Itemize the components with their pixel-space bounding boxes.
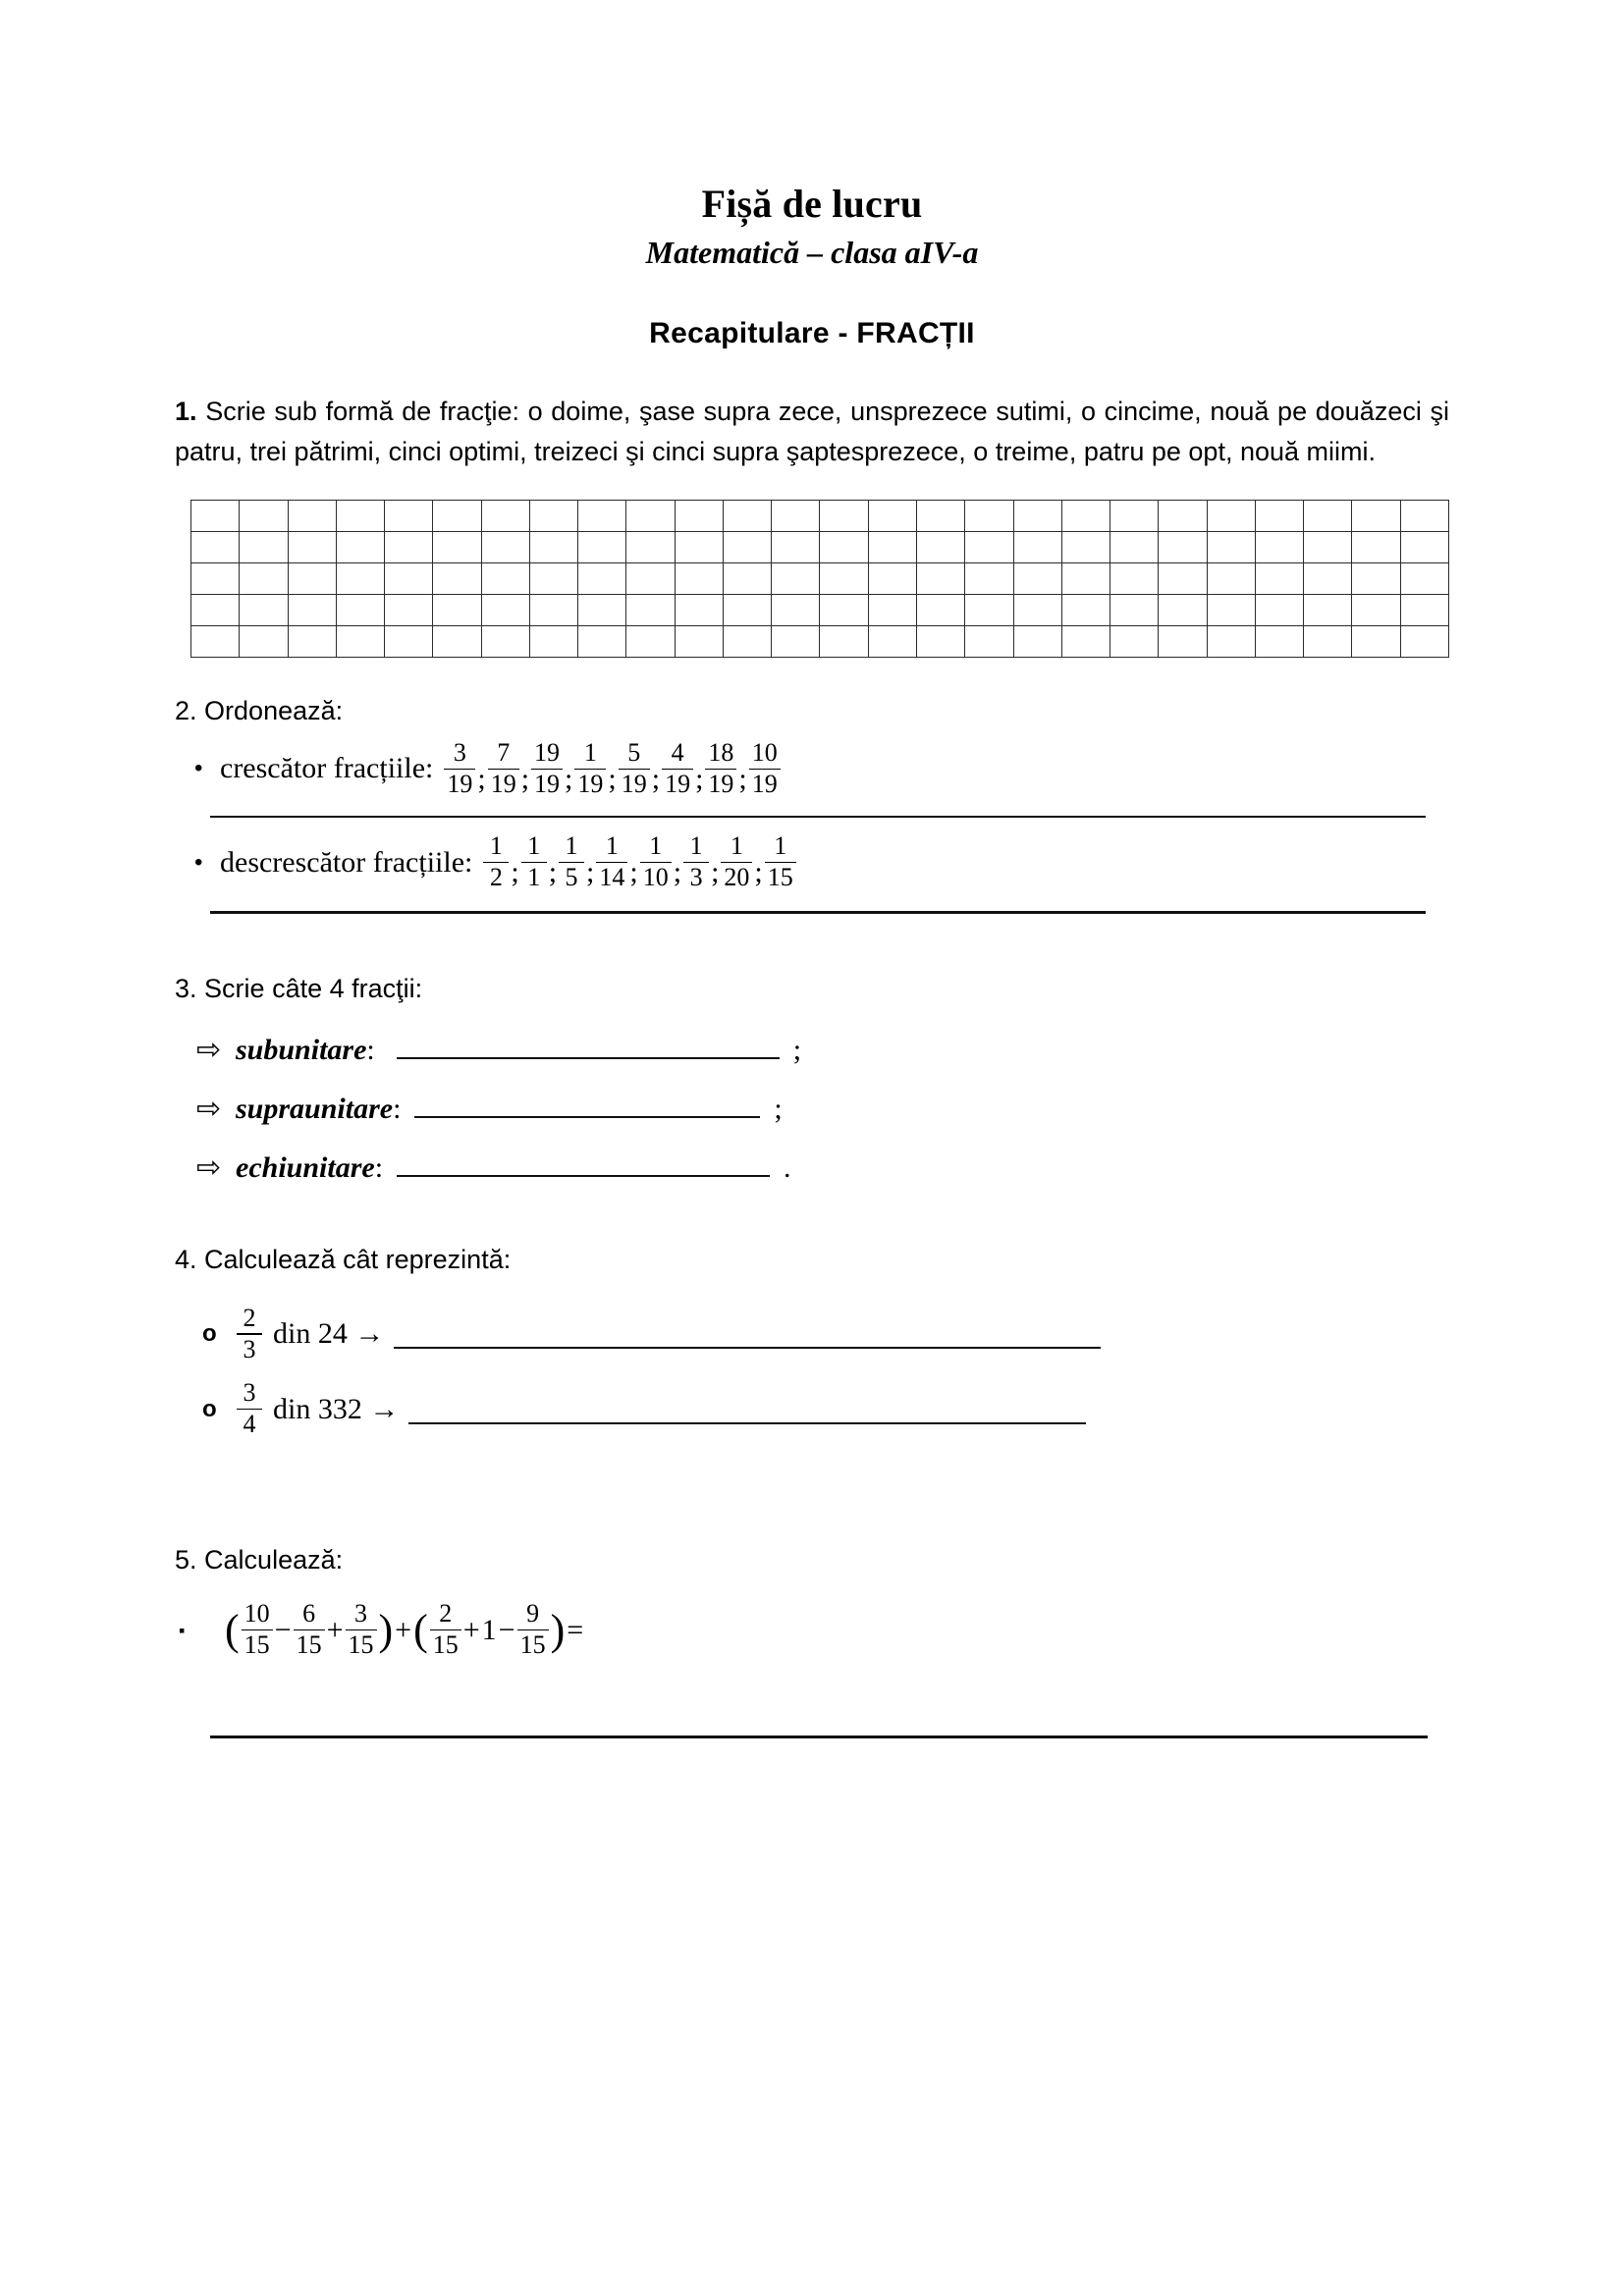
exercise-1-text: Scrie sub formă de fracţie: o doime, şase supra zece, unsprezece sutimi, o cincime, nouă pe douăzeci şi patru, trei pătrimi, cinci optimi, treizeci şi cinci supra şaptesprezece, o treime, patru pe opt, nouă miimi. xyxy=(175,396,1449,466)
fraction-7 xyxy=(705,740,736,798)
grid-cell[interactable] xyxy=(1013,625,1061,657)
operator-equals: = xyxy=(567,1613,584,1646)
fraction-numerator: 9 xyxy=(526,1599,540,1629)
grid-cell[interactable] xyxy=(1159,562,1207,594)
answer-grid[interactable] xyxy=(190,500,1449,658)
grid-cell[interactable] xyxy=(240,594,288,625)
fraction-denominator: 15 xyxy=(296,1630,322,1660)
grid-cell[interactable] xyxy=(481,594,529,625)
grid-cell[interactable] xyxy=(191,531,240,562)
fraction-denominator: 2 xyxy=(489,863,503,892)
exercise-3-item-subunitare xyxy=(175,1034,1449,1067)
exercise-4-item-2 xyxy=(175,1380,1449,1438)
fraction-numerator: 7 xyxy=(497,738,511,768)
grid-cell[interactable] xyxy=(820,594,868,625)
grid-cell[interactable] xyxy=(1061,594,1110,625)
operator-plus-3: + xyxy=(462,1613,480,1646)
grid-cell[interactable] xyxy=(723,531,771,562)
exercise-3-punct: ; xyxy=(774,1093,783,1126)
exercise-4-prompt xyxy=(175,1240,1449,1280)
exercise-3-answer-blank-supraunitare[interactable] xyxy=(414,1115,760,1118)
exercise-4-answer-blank-2[interactable] xyxy=(408,1421,1086,1424)
grid-cell[interactable] xyxy=(626,562,675,594)
exercise-4-text-1: din 24 → xyxy=(273,1316,385,1350)
exercise-4-number: 4. xyxy=(175,1245,197,1275)
exercise-5-answer-line[interactable] xyxy=(210,1735,1428,1738)
grid-cell[interactable] xyxy=(772,625,820,657)
exercise-1-grid-wrap xyxy=(190,500,1449,658)
grid-cell[interactable] xyxy=(385,594,433,625)
fraction-denominator: 3 xyxy=(243,1334,256,1363)
grid-cell[interactable] xyxy=(1159,594,1207,625)
fraction-2 xyxy=(488,740,519,798)
fraction-10-15 xyxy=(242,1601,273,1659)
grid-cell[interactable] xyxy=(1400,562,1448,594)
grid-cell[interactable] xyxy=(481,500,529,531)
fraction-separator: ; xyxy=(651,762,661,795)
exercise-2-number: 2. xyxy=(175,695,197,725)
exercise-2-prompt xyxy=(175,691,1449,731)
arrow-right-icon: ⇨ xyxy=(196,1093,222,1126)
fraction-2 xyxy=(521,833,547,891)
exercise-3-answer-blank-echiunitare[interactable] xyxy=(397,1174,770,1177)
grid-cell[interactable] xyxy=(820,562,868,594)
fraction-numerator: 1 xyxy=(565,831,578,861)
fraction-9-15 xyxy=(517,1601,549,1659)
grid-cell[interactable] xyxy=(723,500,771,531)
fraction-denominator: 3 xyxy=(689,863,703,892)
grid-cell[interactable] xyxy=(1061,531,1110,562)
fraction-numerator: 10 xyxy=(751,738,778,768)
grid-cell[interactable] xyxy=(1255,562,1303,594)
grid-cell[interactable] xyxy=(1207,594,1255,625)
exercise-4-fraction-2 xyxy=(236,1380,263,1438)
table-row xyxy=(191,500,1449,531)
exercise-2-item-ascending xyxy=(175,740,1449,798)
fraction-8 xyxy=(749,740,781,798)
exercise-2-fractions-ascending xyxy=(443,740,781,798)
exercise-2 xyxy=(175,691,1449,914)
grid-cell[interactable] xyxy=(433,500,481,531)
fraction-1 xyxy=(444,740,475,798)
grid-cell[interactable] xyxy=(240,531,288,562)
grid-cell[interactable] xyxy=(336,531,384,562)
fraction-denominator: 19 xyxy=(447,770,473,799)
fraction-denominator: 10 xyxy=(642,863,669,892)
fraction-4 xyxy=(596,833,627,891)
fraction-numerator: 4 xyxy=(671,738,684,768)
exercise-5-expression xyxy=(224,1601,584,1659)
open-paren-2: ( xyxy=(413,1606,428,1655)
fraction-denominator: 14 xyxy=(599,863,625,892)
fraction-denominator: 19 xyxy=(534,770,561,799)
page-subtitle: Matematică – clasa aIV-a xyxy=(645,235,979,270)
grid-cell[interactable] xyxy=(868,562,916,594)
page-title: Fișă de lucru xyxy=(701,182,923,226)
fraction-numerator: 1 xyxy=(489,831,503,861)
fraction-denominator: 5 xyxy=(565,863,578,892)
grid-cell[interactable] xyxy=(772,594,820,625)
grid-cell[interactable] xyxy=(1304,531,1352,562)
fraction-denominator: 15 xyxy=(348,1630,374,1660)
grid-cell[interactable] xyxy=(481,531,529,562)
fraction-numerator: 10 xyxy=(244,1599,270,1629)
grid-cell[interactable] xyxy=(868,625,916,657)
fraction-separator: ; xyxy=(586,856,595,888)
grid-cell[interactable] xyxy=(578,594,626,625)
fraction-separator: ; xyxy=(629,856,638,888)
fraction-denominator: 15 xyxy=(244,1630,270,1660)
fraction-separator: ; xyxy=(520,762,530,795)
operator-plus-2: + xyxy=(395,1613,412,1646)
fraction-numerator: 5 xyxy=(627,738,641,768)
grid-cell[interactable] xyxy=(723,594,771,625)
fraction-3 xyxy=(559,833,584,891)
fraction-3 xyxy=(531,740,563,798)
grid-cell[interactable] xyxy=(1110,531,1159,562)
close-paren-2: ) xyxy=(550,1606,566,1655)
fraction-6 xyxy=(683,833,709,891)
grid-cell[interactable] xyxy=(965,625,1013,657)
grid-cell[interactable] xyxy=(1013,562,1061,594)
fraction-numerator: 1 xyxy=(649,831,663,861)
grid-cell[interactable] xyxy=(1159,625,1207,657)
grid-cell[interactable] xyxy=(1207,531,1255,562)
fraction-numerator: 1 xyxy=(730,831,743,861)
grid-cell[interactable] xyxy=(626,625,675,657)
fraction-separator: ; xyxy=(548,856,558,888)
grid-cell[interactable] xyxy=(1255,531,1303,562)
fraction-numerator: 18 xyxy=(708,738,734,768)
grid-cell[interactable] xyxy=(965,562,1013,594)
operator-plus-1: + xyxy=(326,1613,344,1646)
grid-cell[interactable] xyxy=(1352,500,1400,531)
grid-cell[interactable] xyxy=(1013,500,1061,531)
grid-cell[interactable] xyxy=(336,594,384,625)
grid-cell[interactable] xyxy=(529,500,577,531)
exercise-3-punct: ; xyxy=(792,1034,802,1067)
exercise-3-prompt xyxy=(175,969,1449,1009)
grid-cell[interactable] xyxy=(820,500,868,531)
fraction-7 xyxy=(721,833,752,891)
fraction-1 xyxy=(483,833,509,891)
grid-cell[interactable] xyxy=(965,500,1013,531)
grid-cell[interactable] xyxy=(772,500,820,531)
fraction-2-15 xyxy=(430,1601,461,1659)
bullet-dot-icon: • xyxy=(194,755,203,782)
grid-cell[interactable] xyxy=(820,531,868,562)
grid-cell[interactable] xyxy=(965,594,1013,625)
fraction-denominator: 15 xyxy=(519,1630,546,1660)
fraction xyxy=(237,1303,262,1363)
fraction-denominator: 1 xyxy=(527,863,541,892)
table-row xyxy=(191,531,1449,562)
exercise-4-text-2: din 332 → xyxy=(273,1392,400,1425)
grid-cell[interactable] xyxy=(433,625,481,657)
exercise-3-answer-blank-subunitare[interactable] xyxy=(397,1056,780,1059)
grid-cell[interactable] xyxy=(191,562,240,594)
grid-cell[interactable] xyxy=(1304,500,1352,531)
exercise-3-label-subunitare: subunitare xyxy=(236,1034,367,1067)
grid-cell[interactable] xyxy=(1304,625,1352,657)
fraction-separator: ; xyxy=(565,762,573,795)
arrow-right-icon: ⇨ xyxy=(196,1151,222,1185)
grid-cell[interactable] xyxy=(433,531,481,562)
grid-cell[interactable] xyxy=(288,500,336,531)
fraction-denominator: 19 xyxy=(490,770,516,799)
grid-cell[interactable] xyxy=(433,562,481,594)
exercise-3-punct: . xyxy=(784,1151,791,1185)
grid-cell[interactable] xyxy=(385,500,433,531)
exercise-1-number: 1. xyxy=(175,396,197,426)
grid-cell[interactable] xyxy=(1013,531,1061,562)
fraction-8 xyxy=(765,833,796,891)
exercise-4-text: Calculează cât reprezintă: xyxy=(204,1245,512,1275)
grid-cell[interactable] xyxy=(529,625,577,657)
exercise-2-answer-line-descending[interactable] xyxy=(210,911,1426,914)
fraction xyxy=(237,1380,262,1438)
grid-cell[interactable] xyxy=(626,594,675,625)
operator-minus-2: − xyxy=(498,1613,515,1646)
grid-cell[interactable] xyxy=(1400,531,1448,562)
grid-cell[interactable] xyxy=(336,625,384,657)
grid-cell[interactable] xyxy=(820,625,868,657)
fraction-denominator: 20 xyxy=(724,863,750,892)
grid-cell[interactable] xyxy=(626,531,675,562)
grid-cell[interactable] xyxy=(868,594,916,625)
fraction-numerator: 2 xyxy=(439,1599,453,1629)
exercise-5-number: 5. xyxy=(175,1544,197,1575)
operand-one: 1 xyxy=(481,1613,497,1646)
fraction-numerator: 19 xyxy=(534,738,561,768)
grid-cell[interactable] xyxy=(1207,625,1255,657)
fraction-denominator: 4 xyxy=(243,1410,256,1439)
fraction-numerator: 3 xyxy=(354,1599,367,1629)
grid-cell[interactable] xyxy=(288,531,336,562)
grid-cell[interactable] xyxy=(191,625,240,657)
fraction-numerator: 3 xyxy=(243,1378,256,1408)
exercise-3-label-supraunitare: supraunitare xyxy=(236,1093,394,1126)
fraction-numerator: 2 xyxy=(243,1303,256,1332)
fraction-numerator: 3 xyxy=(453,738,466,768)
grid-cell[interactable] xyxy=(723,562,771,594)
grid-cell[interactable] xyxy=(288,625,336,657)
grid-cell[interactable] xyxy=(1255,625,1303,657)
fraction-denominator: 15 xyxy=(432,1630,459,1660)
grid-cell[interactable] xyxy=(916,594,964,625)
exercise-2-label-ascending: crescător fracțiile: xyxy=(220,752,434,785)
fraction-separator: ; xyxy=(673,856,682,888)
document-header xyxy=(0,182,1624,350)
fraction-numerator: 1 xyxy=(605,831,619,861)
fraction-separator: ; xyxy=(754,856,763,888)
grid-cell[interactable] xyxy=(868,531,916,562)
grid-cell[interactable] xyxy=(916,562,964,594)
fraction-6 xyxy=(662,740,693,798)
grid-cell[interactable] xyxy=(916,531,964,562)
arrow-right-icon: ⇨ xyxy=(196,1034,222,1067)
grid-cell[interactable] xyxy=(723,625,771,657)
grid-cell[interactable] xyxy=(240,500,288,531)
fraction-separator: ; xyxy=(608,762,617,795)
exercise-5-item xyxy=(175,1601,1449,1659)
grid-cell[interactable] xyxy=(1207,562,1255,594)
grid-cell[interactable] xyxy=(1304,594,1352,625)
grid-cell[interactable] xyxy=(916,500,964,531)
operator-minus-1: − xyxy=(274,1613,292,1646)
circle-bullet-icon: o xyxy=(202,1395,217,1422)
section-title: Recapitulare - FRACȚII xyxy=(649,316,975,349)
grid-cell[interactable] xyxy=(433,594,481,625)
grid-cell[interactable] xyxy=(1400,500,1448,531)
exercise-4 xyxy=(175,1240,1449,1438)
grid-cell[interactable] xyxy=(1159,500,1207,531)
grid-cell[interactable] xyxy=(336,562,384,594)
fraction-denominator: 19 xyxy=(751,770,778,799)
grid-cell[interactable] xyxy=(529,562,577,594)
grid-cell[interactable] xyxy=(626,500,675,531)
grid-cell[interactable] xyxy=(868,500,916,531)
exercise-3-label-echiunitare: echiunitare xyxy=(236,1151,375,1185)
exercise-3-item-supraunitare xyxy=(175,1093,1449,1126)
exercise-2-label-descending: descrescător fracțiile: xyxy=(220,845,473,879)
grid-cell[interactable] xyxy=(1304,562,1352,594)
exercise-3-number: 3. xyxy=(175,973,197,1003)
grid-cell[interactable] xyxy=(675,531,723,562)
grid-cell[interactable] xyxy=(578,531,626,562)
grid-cell[interactable] xyxy=(1352,594,1400,625)
exercise-4-item-1 xyxy=(175,1303,1449,1363)
grid-cell[interactable] xyxy=(1207,500,1255,531)
exercise-2-fractions-descending xyxy=(482,833,796,891)
exercise-2-item-descending xyxy=(175,833,1449,891)
grid-cell[interactable] xyxy=(240,625,288,657)
grid-cell[interactable] xyxy=(529,531,577,562)
exercise-5-text: Calculează: xyxy=(204,1544,344,1575)
exercise-1-prompt xyxy=(175,392,1449,472)
grid-cell[interactable] xyxy=(675,594,723,625)
exercise-4-fraction-1 xyxy=(236,1303,263,1363)
fraction-separator: ; xyxy=(738,762,747,795)
grid-cell[interactable] xyxy=(1159,531,1207,562)
fraction-separator: ; xyxy=(695,762,704,795)
fraction-6-15 xyxy=(294,1601,325,1659)
grid-cell[interactable] xyxy=(1110,500,1159,531)
grid-cell[interactable] xyxy=(385,531,433,562)
grid-cell[interactable] xyxy=(481,625,529,657)
fraction-numerator: 6 xyxy=(302,1599,316,1629)
grid-cell[interactable] xyxy=(1061,625,1110,657)
grid-cell[interactable] xyxy=(1110,625,1159,657)
circle-bullet-icon: o xyxy=(202,1319,217,1347)
open-paren-1: ( xyxy=(225,1606,240,1655)
grid-cell[interactable] xyxy=(675,625,723,657)
fraction-5 xyxy=(619,740,650,798)
grid-cell[interactable] xyxy=(1400,594,1448,625)
grid-cell[interactable] xyxy=(191,500,240,531)
exercise-2-answer-line-ascending[interactable] xyxy=(210,816,1426,819)
grid-cell[interactable] xyxy=(578,500,626,531)
exercise-3-colon: : xyxy=(366,1034,375,1067)
bullet-dot-icon: • xyxy=(194,848,203,876)
grid-cell[interactable] xyxy=(675,500,723,531)
grid-cell[interactable] xyxy=(1110,594,1159,625)
exercise-5 xyxy=(175,1540,1449,1738)
grid-cell[interactable] xyxy=(965,531,1013,562)
fraction-separator: ; xyxy=(511,856,519,888)
exercise-3-colon: : xyxy=(393,1093,402,1126)
grid-cell[interactable] xyxy=(191,594,240,625)
fraction-numerator: 1 xyxy=(774,831,787,861)
exercise-3 xyxy=(175,969,1449,1186)
grid-cell[interactable] xyxy=(578,625,626,657)
fraction-3-15 xyxy=(346,1601,377,1659)
fraction-5 xyxy=(640,833,672,891)
exercise-4-answer-blank-1[interactable] xyxy=(394,1346,1101,1349)
grid-cell[interactable] xyxy=(675,562,723,594)
table-row xyxy=(191,562,1449,594)
exercise-1 xyxy=(175,392,1449,658)
fraction-denominator: 19 xyxy=(577,770,604,799)
grid-cell[interactable] xyxy=(1352,625,1400,657)
grid-cell[interactable] xyxy=(240,562,288,594)
grid-cell[interactable] xyxy=(916,625,964,657)
grid-cell[interactable] xyxy=(1352,531,1400,562)
table-row xyxy=(191,594,1449,625)
grid-cell[interactable] xyxy=(529,594,577,625)
fraction-numerator: 1 xyxy=(583,738,597,768)
grid-cell[interactable] xyxy=(578,562,626,594)
grid-cell[interactable] xyxy=(1061,562,1110,594)
grid-cell[interactable] xyxy=(288,594,336,625)
fraction-denominator: 15 xyxy=(767,863,793,892)
grid-cell[interactable] xyxy=(1352,562,1400,594)
exercise-3-text: Scrie câte 4 fracţii: xyxy=(204,973,423,1003)
grid-cell[interactable] xyxy=(772,531,820,562)
grid-cell[interactable] xyxy=(1255,594,1303,625)
grid-cell[interactable] xyxy=(481,562,529,594)
exercise-3-item-echiunitare xyxy=(175,1151,1449,1185)
grid-cell[interactable] xyxy=(772,562,820,594)
close-paren-1: ) xyxy=(378,1606,394,1655)
grid-cell[interactable] xyxy=(1255,500,1303,531)
fraction-separator: ; xyxy=(711,856,720,888)
exercise-5-prompt xyxy=(175,1540,1449,1580)
grid-cell[interactable] xyxy=(288,562,336,594)
fraction-numerator: 1 xyxy=(527,831,541,861)
fraction-numerator: 1 xyxy=(689,831,703,861)
fraction-denominator: 19 xyxy=(665,770,691,799)
grid-cell[interactable] xyxy=(1400,625,1448,657)
fraction-denominator: 19 xyxy=(621,770,647,799)
grid-cell[interactable] xyxy=(1110,562,1159,594)
exercise-2-text: Ordonează: xyxy=(204,695,344,725)
grid-cell[interactable] xyxy=(385,625,433,657)
exercise-3-colon: : xyxy=(374,1151,384,1185)
table-row xyxy=(191,625,1449,657)
fraction-denominator: 19 xyxy=(708,770,734,799)
square-bullet-icon: ▪ xyxy=(179,1620,186,1640)
worksheet-content xyxy=(175,392,1449,1738)
grid-cell[interactable] xyxy=(385,562,433,594)
grid-cell[interactable] xyxy=(336,500,384,531)
grid-cell[interactable] xyxy=(1013,594,1061,625)
grid-cell[interactable] xyxy=(1061,500,1110,531)
fraction-separator: ; xyxy=(477,762,486,795)
fraction-4 xyxy=(574,740,606,798)
